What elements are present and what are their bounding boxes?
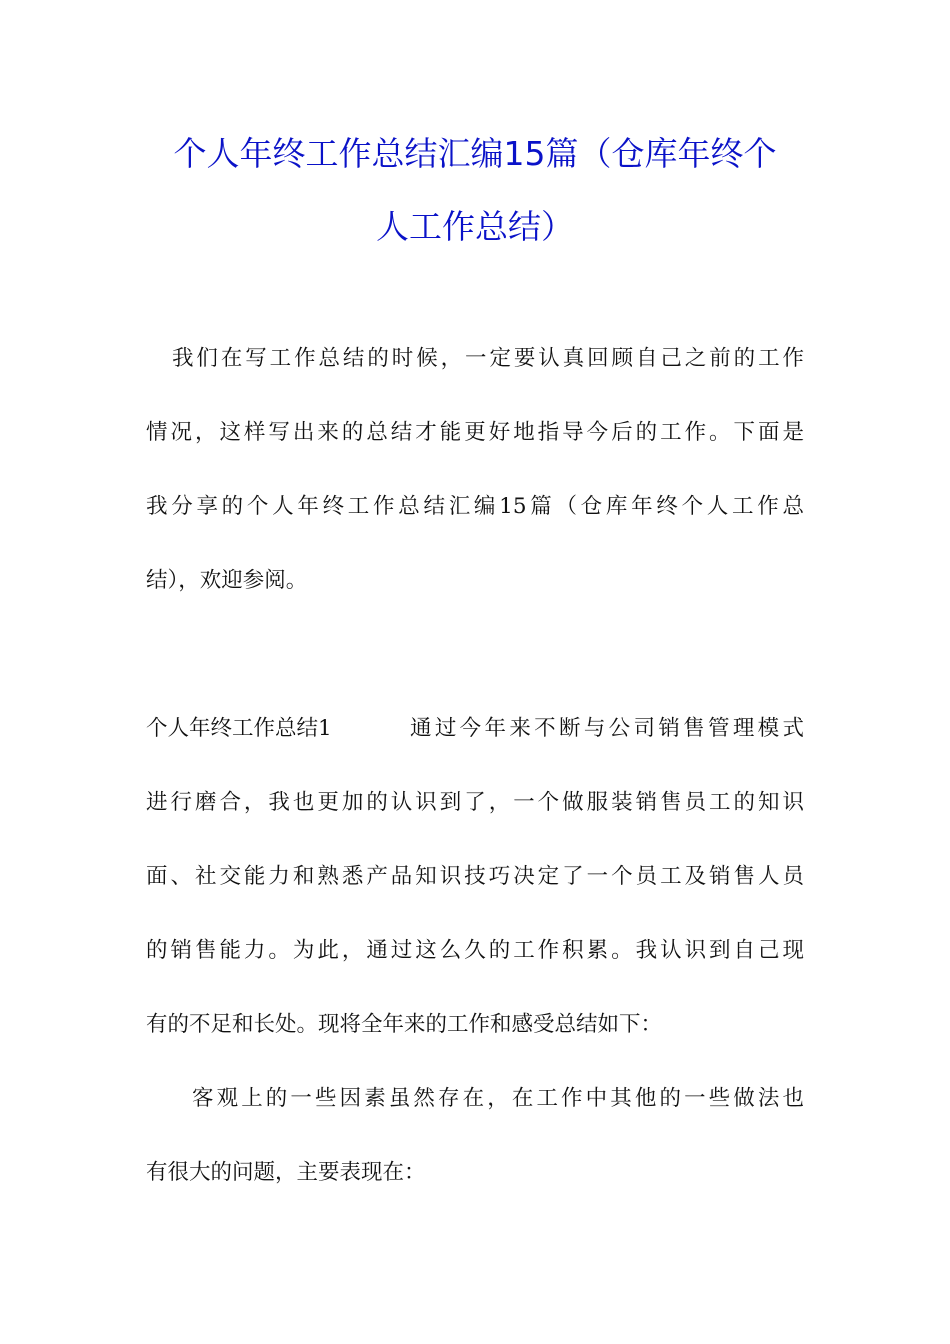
intro-line-3: 我分享的个人年终工作总结汇编15篇（仓库年终个人工作总 [146,494,804,519]
section-heading: 个人年终工作总结1 [146,716,332,741]
section-line-1: 通过今年来不断与公司销售管理模式 [410,716,804,741]
intro-line-1: 我们在写工作总结的时候，一定要认真回顾自己之前的工作 [172,346,804,371]
section-line-4: 的销售能力。为此，通过这么久的工作积累。我认识到自己现 [146,938,804,963]
para2-line-1: 客观上的一些因素虽然存在，在工作中其他的一些做法也 [192,1086,804,1111]
intro-line-2: 情况，这样写出来的总结才能更好地指导今后的工作。下面是 [146,420,804,445]
intro-line-4: 结），欢迎参阅。 [146,568,308,593]
document-title-line-1: 个人年终工作总结汇编15篇（仓库年终个 [173,134,777,173]
section-line-2: 进行磨合，我也更加的认识到了，一个做服装销售员工的知识 [146,790,804,815]
document-title-line-2: 人工作总结） [376,207,574,246]
section-line-5: 有的不足和长处。现将全年来的工作和感受总结如下： [146,1012,663,1037]
section-line-3: 面、社交能力和熟悉产品知识技巧决定了一个员工及销售人员 [146,864,804,889]
para2-line-2: 有很大的问题，主要表现在： [146,1160,426,1185]
